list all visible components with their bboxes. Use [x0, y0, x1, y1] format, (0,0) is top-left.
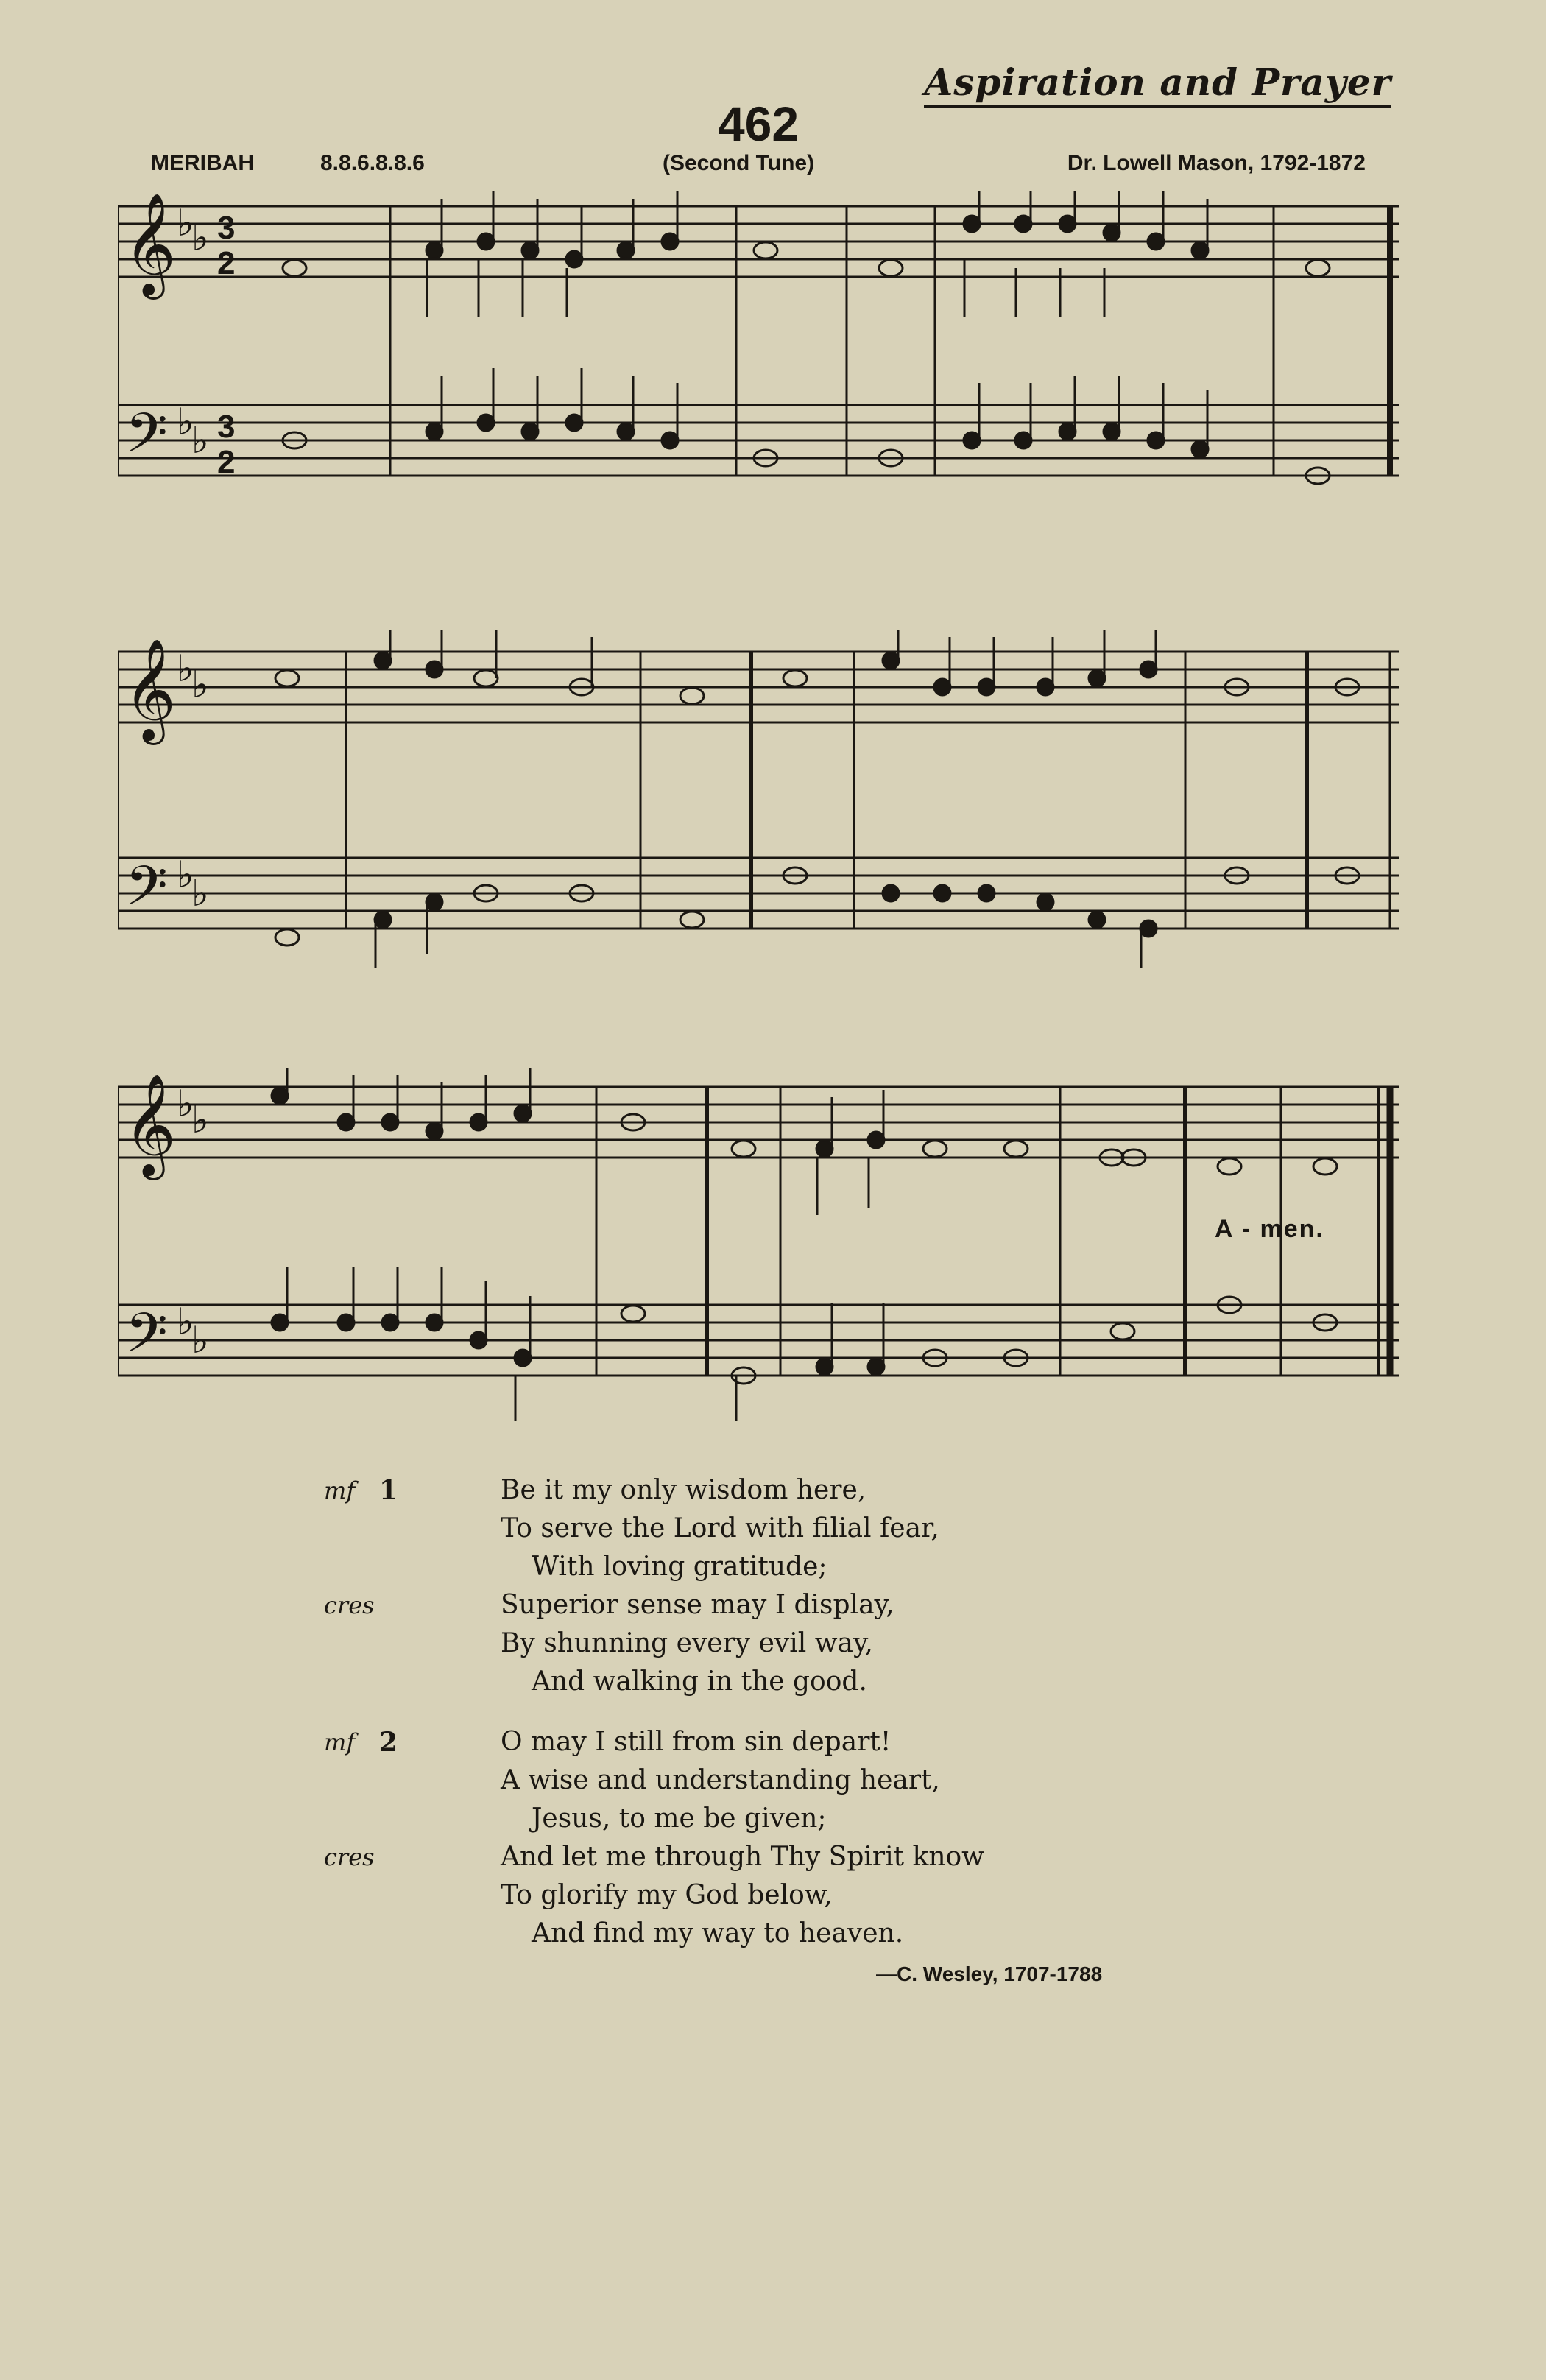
- amen-lyric: A - men.: [1215, 1215, 1324, 1243]
- dynamic-marking: cres: [324, 1591, 375, 1619]
- flat-icon: ♭: [191, 216, 209, 259]
- music-system-2: [118, 630, 1399, 968]
- flat-icon: ♭: [177, 1300, 194, 1343]
- stanza-2: [324, 1723, 1288, 1953]
- bass-clef-icon: 𝄢: [125, 854, 168, 932]
- music-staff-system-3: [118, 1068, 1399, 1421]
- verse-text: With loving gratitude;: [532, 1552, 827, 1582]
- flat-icon: ♭: [191, 419, 209, 462]
- verse-text: By shunning every evil way,: [501, 1628, 873, 1658]
- verse-text: To serve the Lord with filial fear,: [501, 1513, 939, 1543]
- flat-icon: ♭: [191, 872, 209, 915]
- verse-line: [324, 1471, 1288, 1510]
- verse-line: [405, 1800, 1288, 1838]
- time-signature-denominator: 2: [217, 245, 236, 281]
- bass-clef-icon: 𝄢: [125, 401, 168, 479]
- tune-header: [151, 151, 1366, 188]
- music-staff-system-1: [118, 191, 1399, 523]
- note-group: [283, 216, 1330, 484]
- stanza-1: [324, 1471, 1288, 1701]
- treble-clef-icon: 𝄞: [124, 193, 176, 295]
- flat-icon: ♭: [177, 202, 194, 244]
- music-staff-system-2: [118, 630, 1399, 968]
- flat-icon: ♭: [177, 853, 194, 896]
- verse-text: And find my way to heaven.: [532, 1918, 904, 1948]
- flat-icon: ♭: [191, 1099, 209, 1141]
- flat-icon: ♭: [191, 663, 209, 706]
- time-signature-denominator: 2: [217, 444, 236, 480]
- second-tune-label: (Second Tune): [663, 151, 815, 175]
- treble-clef-icon: 𝄞: [124, 1074, 176, 1176]
- dynamic-marking: mf: [324, 1728, 356, 1756]
- flat-icon: ♭: [177, 647, 194, 690]
- verse-text: And walking in the good.: [532, 1666, 867, 1697]
- section-title: Aspiration and Prayer: [924, 60, 1391, 108]
- verse-line: [405, 1663, 1288, 1701]
- dynamic-marking: mf: [324, 1476, 356, 1504]
- verse-text: And let me through Thy Spirit know: [501, 1842, 984, 1872]
- bass-clef-icon: 𝄢: [125, 1301, 168, 1379]
- music-system-3: [118, 1068, 1399, 1421]
- verses: [324, 1471, 1288, 1975]
- author-attribution: —C. Wesley, 1707-1788: [876, 1962, 1103, 1985]
- verse-text: A wise and understanding heart,: [501, 1765, 940, 1795]
- verse-text: To glorify my God below,: [501, 1880, 833, 1910]
- verse-line: [324, 1586, 1288, 1624]
- verse-text: O may I still from sin depart!: [501, 1727, 892, 1757]
- composer: Dr. Lowell Mason, 1792-1872: [1067, 151, 1366, 175]
- verse-line: [405, 1548, 1288, 1586]
- verse-line: [405, 1915, 1288, 1953]
- verse-number: 1: [379, 1475, 398, 1506]
- time-signature-numerator: 3: [217, 409, 236, 445]
- verse-text: Jesus, to me be given;: [532, 1803, 827, 1834]
- note-group: [275, 652, 1359, 946]
- verse-text: Be it my only wisdom here,: [501, 1475, 866, 1505]
- verse-line: [405, 1624, 1288, 1663]
- verse-number: 2: [379, 1727, 398, 1758]
- tune-name: MERIBAH: [151, 151, 254, 175]
- treble-clef-icon: 𝄞: [124, 638, 176, 741]
- verse-line: [324, 1838, 1288, 1876]
- time-signature-numerator: 3: [217, 210, 236, 246]
- meter: 8.8.6.8.8.6: [320, 151, 425, 175]
- music-system-1: [118, 191, 1399, 523]
- flat-icon: ♭: [191, 1319, 209, 1362]
- verse-line: [405, 1761, 1288, 1800]
- verse-line: [405, 1510, 1288, 1548]
- verse-line: [324, 1723, 1288, 1761]
- flat-icon: ♭: [177, 1082, 194, 1125]
- verse-line: [405, 1876, 1288, 1915]
- verse-text: Superior sense may I display,: [501, 1590, 894, 1620]
- dynamic-marking: cres: [324, 1843, 375, 1871]
- flat-icon: ♭: [177, 401, 194, 443]
- hymn-number: 462: [717, 96, 800, 151]
